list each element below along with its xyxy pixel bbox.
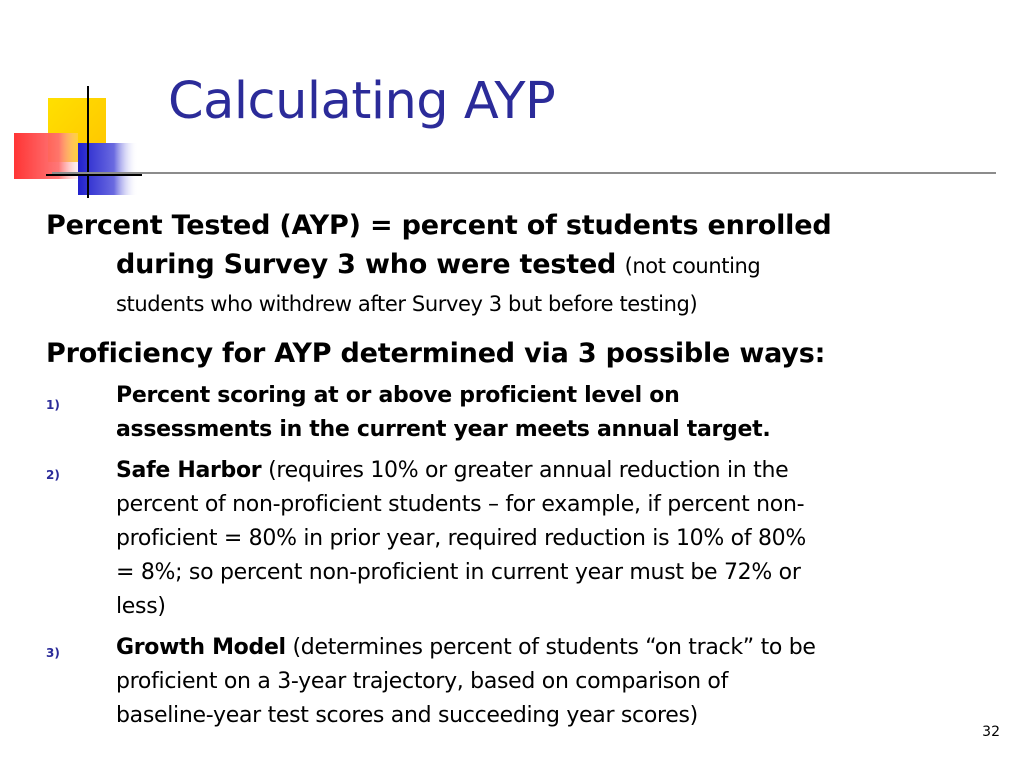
list-item-2-line-2: percent of non-proficient students – for example, if percent non- bbox=[116, 492, 805, 517]
list-item-2-line-1-rest: (requires 10% or greater annual reduction in the bbox=[268, 458, 789, 483]
list-item-3-line-1-rest: (determines percent of students “on track” to be bbox=[292, 635, 816, 660]
list-item-2 bbox=[116, 454, 976, 624]
list-number-3: 3) bbox=[46, 646, 60, 660]
paragraph1-line2-bold: during Survey 3 who were tested bbox=[116, 249, 617, 280]
list-item-1-line-1: Percent scoring at or above proficient level on bbox=[116, 383, 680, 408]
list-number-2: 2) bbox=[46, 468, 60, 482]
list-number-1: 1) bbox=[46, 398, 60, 412]
paragraph1-note-start: (not counting bbox=[624, 254, 761, 278]
list-item-2-line-3: proficient = 80% in prior year, required reduction is 10% of 80% bbox=[116, 526, 806, 551]
paragraph1-note-end: students who withdrew after Survey 3 but before testing) bbox=[116, 292, 698, 316]
list-item-2-lead: Safe Harbor bbox=[116, 458, 262, 483]
list-item-2-line-1 bbox=[116, 454, 976, 488]
page-number: 32 bbox=[982, 724, 1000, 740]
list-item-3-line-3: baseline-year test scores and succeeding year scores) bbox=[116, 703, 698, 728]
list-item-3-lead: Growth Model bbox=[116, 635, 286, 660]
list-item-3-line-2: proficient on a 3-year trajectory, based on comparison of bbox=[116, 669, 729, 694]
list-item-1 bbox=[116, 379, 976, 447]
slide-title: Calculating AYP bbox=[168, 72, 556, 131]
list-item-3 bbox=[116, 631, 976, 733]
paragraph1-line2 bbox=[116, 245, 760, 286]
list-item-2-line-4: = 8%; so percent non-proficient in current year must be 72% or bbox=[116, 560, 801, 585]
list-item-1-line-2: assessments in the current year meets annual target. bbox=[116, 417, 771, 442]
paragraph-proficiency: Proficiency for AYP determined via 3 possible ways: bbox=[46, 338, 826, 369]
list-item-2-line-5: less) bbox=[116, 594, 166, 619]
list-item-3-line-1 bbox=[116, 631, 976, 665]
paragraph-percent-tested bbox=[46, 206, 986, 245]
paragraph1-line1: Percent Tested (AYP) = percent of students enrolled bbox=[46, 210, 832, 241]
